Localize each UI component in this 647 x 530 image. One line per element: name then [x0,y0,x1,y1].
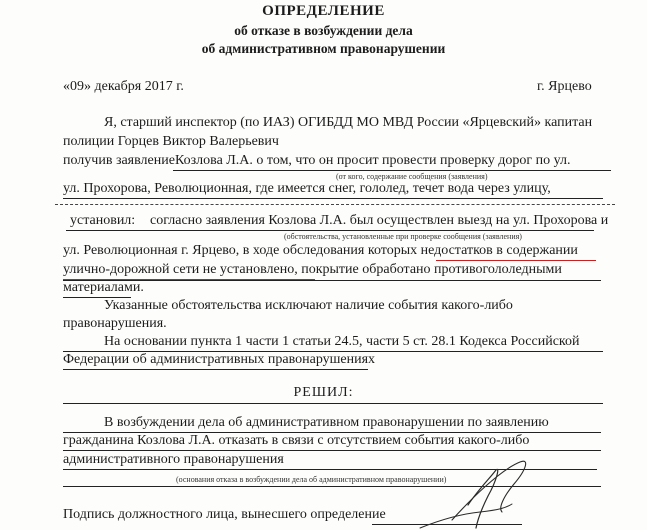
received-label: получив заявление [63,153,175,168]
exclusion-line-2: правонарушения. [63,316,167,331]
decision-line-3: административного правонарушения [63,452,284,467]
basis-line-2: Федерации об административных правонарушениях [63,352,376,367]
exclusion-line-1: Указанные обстоятельства исключают наличие события какого-либо [104,298,513,313]
received-text: Козлова Л.А. о том, что он просит провести проверку дорог по ул. [175,153,571,168]
decision-line-1: В возбуждении дела об административном правонарушении по заявлению [104,415,549,430]
established-line-2: ул. Революционная г. Ярцево, в ходе обследования которых недостатков в содержании [63,243,578,258]
signature-label: Подпись должностного лица, вынесшего определение [63,507,386,522]
document-title: ОПРЕДЕЛЕНИЕ [262,3,385,19]
document-subtitle-2: об административном правонарушении [201,41,446,56]
document-date: «09» декабря 2017 г. [63,79,184,94]
caption-from: (от кого, содержание сообщения (заявления) [336,172,488,181]
document-city: г. Ярцево [537,79,592,94]
basis-line-1: На основании пункта 1 части 1 статьи 24.5, части 5 ст. 28.1 Кодекса Российской [104,334,580,349]
caption-refusal: (основания отказа в возбуждении дела об административном правонарушении) [176,475,447,484]
established-line-4: материалами. [63,280,144,295]
document-subtitle: об отказе в возбуждении дела [234,23,413,38]
caption-circumstances: (обстоятельства, установленные при проверке сообщения (заявления) [284,232,522,241]
established-line-3: улично-дорожной сети не установлено, покрытие обработано противогололедными [63,262,562,277]
intro-line-1: Я, старший инспектор (по ИАЗ) ОГИБДД МО МВД России «Ярцевский» капитан [104,115,593,130]
established-text: согласно заявления Козлова Л.А. был осуществлен выезд на ул. Прохорова и [150,213,609,228]
decided-heading: РЕШИЛ: [293,385,354,400]
decision-line-2: гражданина Козлова Л.А. отказать в связи с отсутствием события какого-либо [63,433,530,448]
established-label: установил: [70,213,136,228]
received-line-2: ул. Прохорова, Революционная, где имеется снег, гололед, течет вода через улицу, [63,181,551,196]
intro-line-2: полиции Горцев Виктор Валерьевич [63,134,279,149]
